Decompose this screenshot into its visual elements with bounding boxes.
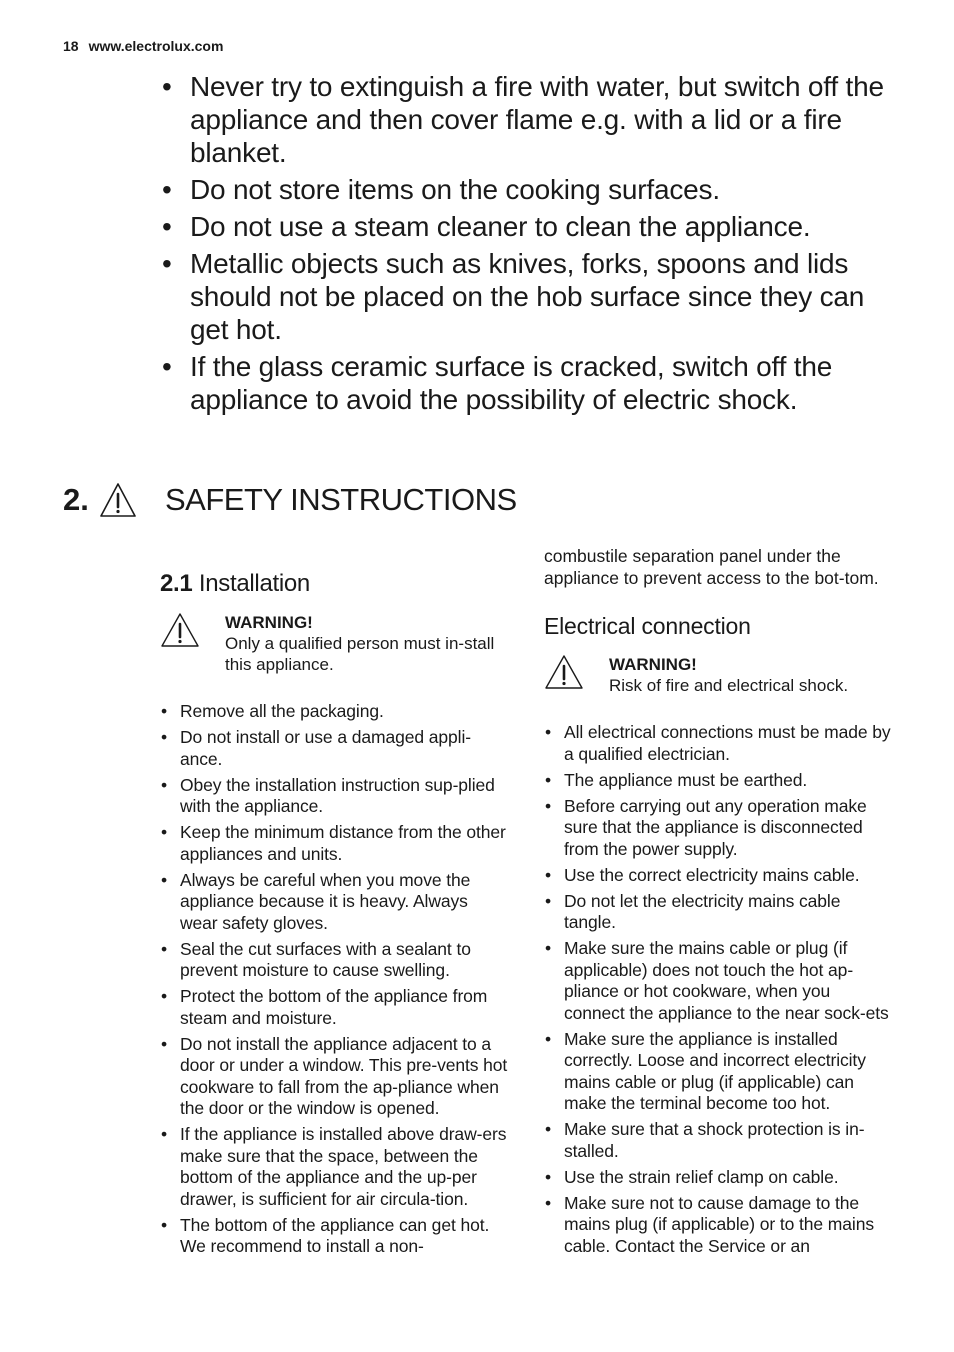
warning-text: Risk of fire and electrical shock. <box>609 676 849 695</box>
page-header <box>63 38 223 54</box>
section-number: 2. <box>63 482 89 517</box>
warning-title: WARNING! <box>225 613 313 632</box>
list-item: • The appliance must be earthed. <box>544 770 894 792</box>
website-link[interactable]: www.electrolux.com <box>88 38 224 54</box>
list-item: • If the glass ceramic surface is cracked, switch off the appliance to avoid the possibility of electric shock. <box>162 350 902 416</box>
installation-column <box>160 570 510 1262</box>
list-item: • Metallic objects such as knives, forks, spoons and lids should not be placed on the hob surface since they can get hot. <box>162 247 902 346</box>
electrical-column <box>544 546 894 1262</box>
installation-warning <box>160 612 510 675</box>
list-item: • The bottom of the appliance can get hot. We recommend to install a non- <box>160 1215 510 1258</box>
list-item: • Always be careful when you move the appliance because it is heavy. Always wear safety gloves. <box>160 870 510 935</box>
section-title: SAFETY INSTRUCTIONS <box>165 482 517 517</box>
installation-heading <box>160 570 510 598</box>
list-item: • Keep the minimum distance from the other appliances and units. <box>160 822 510 865</box>
list-item: • Do not install the appliance adjacent to a door or under a window. This pre-vents hot cookware to fall from the ap-pliance when the door or the window is opened. <box>160 1034 510 1120</box>
subsection-number: 2.1 <box>160 570 193 597</box>
warning-triangle-icon <box>99 482 137 518</box>
list-item: • Do not let the electricity mains cable tangle. <box>544 891 894 934</box>
installation-list <box>160 701 510 1258</box>
list-item: • If the appliance is installed above draw-ers make sure that the space, between the bottom of the appliance and the up-per drawer, is sufficient for air circula-tion. <box>160 1124 510 1210</box>
list-item: • Do not install or use a damaged appli-ance. <box>160 727 510 770</box>
warning-text: Only a qualified person must in-stall this appliance. <box>225 634 495 674</box>
list-item: • Make sure the mains cable or plug (if applicable) does not touch the hot ap-pliance or hot cookware, when you connect the appliance to the near sock-ets <box>544 938 894 1024</box>
list-item: • Make sure the appliance is installed correctly. Loose and incorrect electricity mains cable or plug (if applicable) can make the terminal become too hot. <box>544 1029 894 1115</box>
list-item: • Make sure that a shock protection is in-stalled. <box>544 1119 894 1162</box>
warning-triangle-icon <box>160 612 200 648</box>
list-item: • Before carrying out any operation make sure that the appliance is disconnected from the power supply. <box>544 796 894 861</box>
section-heading <box>63 478 517 522</box>
warning-title: WARNING! <box>609 655 697 674</box>
list-item: • Protect the bottom of the appliance from steam and moisture. <box>160 986 510 1029</box>
intro-bullet-list <box>162 70 902 420</box>
warning-triangle-icon <box>544 654 584 690</box>
list-item: • Do not store items on the cooking surfaces. <box>162 173 902 206</box>
list-item: • Obey the installation instruction sup-plied with the appliance. <box>160 775 510 818</box>
installation-continued-text: combustile separation panel under the appliance to prevent access to the bot-tom. <box>544 546 879 588</box>
list-item: • Do not use a steam cleaner to clean the appliance. <box>162 210 902 243</box>
subsection-title: Installation <box>198 570 310 597</box>
list-item: • Never try to extinguish a fire with water, but switch off the appliance and then cover flame e.g. with a lid or a fire blanket. <box>162 70 902 169</box>
list-item: • Seal the cut surfaces with a sealant to prevent moisture to cause swelling. <box>160 939 510 982</box>
list-item: • All electrical connections must be made by a qualified electrician. <box>544 722 894 765</box>
list-item: • Use the correct electricity mains cable. <box>544 865 894 887</box>
electrical-warning <box>544 654 894 696</box>
electrical-list <box>544 722 894 1257</box>
list-item: • Remove all the packaging. <box>160 701 510 723</box>
electrical-heading: Electrical connection <box>544 613 751 639</box>
list-item: • Make sure not to cause damage to the mains plug (if applicable) or to the mains cable. Contact the Service or an <box>544 1193 894 1258</box>
list-item: • Use the strain relief clamp on cable. <box>544 1167 894 1189</box>
page-number: 18 <box>63 38 79 54</box>
